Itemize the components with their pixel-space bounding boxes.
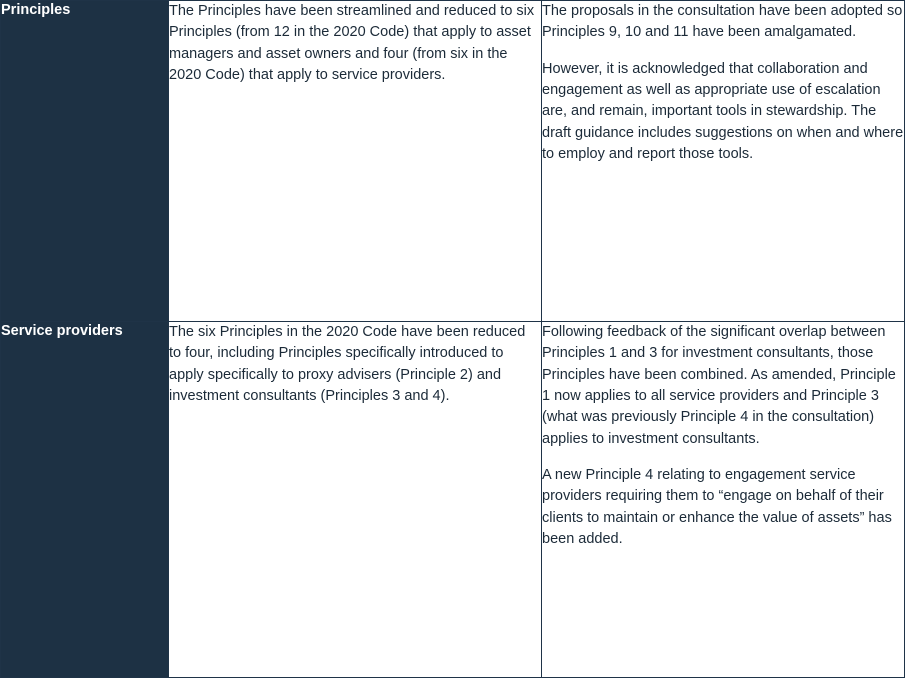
paragraph: The proposals in the consultation have been adopted so Principles 9, 10 and 11 have been amalgamated. [542, 3, 903, 41]
paragraph: The Principles have been streamlined and reduced to six Principles (from 12 in the 2020 Code) that apply to asset managers and asset owners and four (from six in the 2020 Code) that apply to service providers. [169, 3, 535, 83]
row-label-text: Service providers [1, 323, 123, 339]
paragraph: A new Principle 4 relating to engagement service providers requiring them to “engage on behalf of their clients to maintain or enhance the value of assets” has been added. [542, 466, 892, 547]
row-label-text: Principles [1, 2, 71, 18]
row-right-principles [542, 1, 905, 322]
table-row [1, 322, 905, 678]
table-row [1, 1, 905, 322]
row-middle-service-providers [169, 322, 542, 678]
row-middle-principles [169, 1, 542, 322]
row-label-principles [1, 1, 169, 322]
paragraph: Following feedback of the significant overlap between Principles 1 and 3 for investment consultants, those Principles have been combined. As amended, Principle 1 now applies to all service providers and Principle 3 (what was previously Principle 4 in the consultation) applies to investment consultants. [542, 324, 896, 447]
paragraph: However, it is acknowledged that collaboration and engagement as well as appropriate use of escalation are, and remain, important tools in stewardship. The draft guidance includes suggestions on when and where to employ and report those tools. [542, 60, 904, 162]
paragraph: The six Principles in the 2020 Code have been reduced to four, including Principles specifically introduced to apply specifically to proxy advisers (Principle 2) and investment consultants (Principles 3 and 4). [169, 324, 526, 404]
row-label-service-providers [1, 322, 169, 678]
row-right-service-providers [542, 322, 905, 678]
